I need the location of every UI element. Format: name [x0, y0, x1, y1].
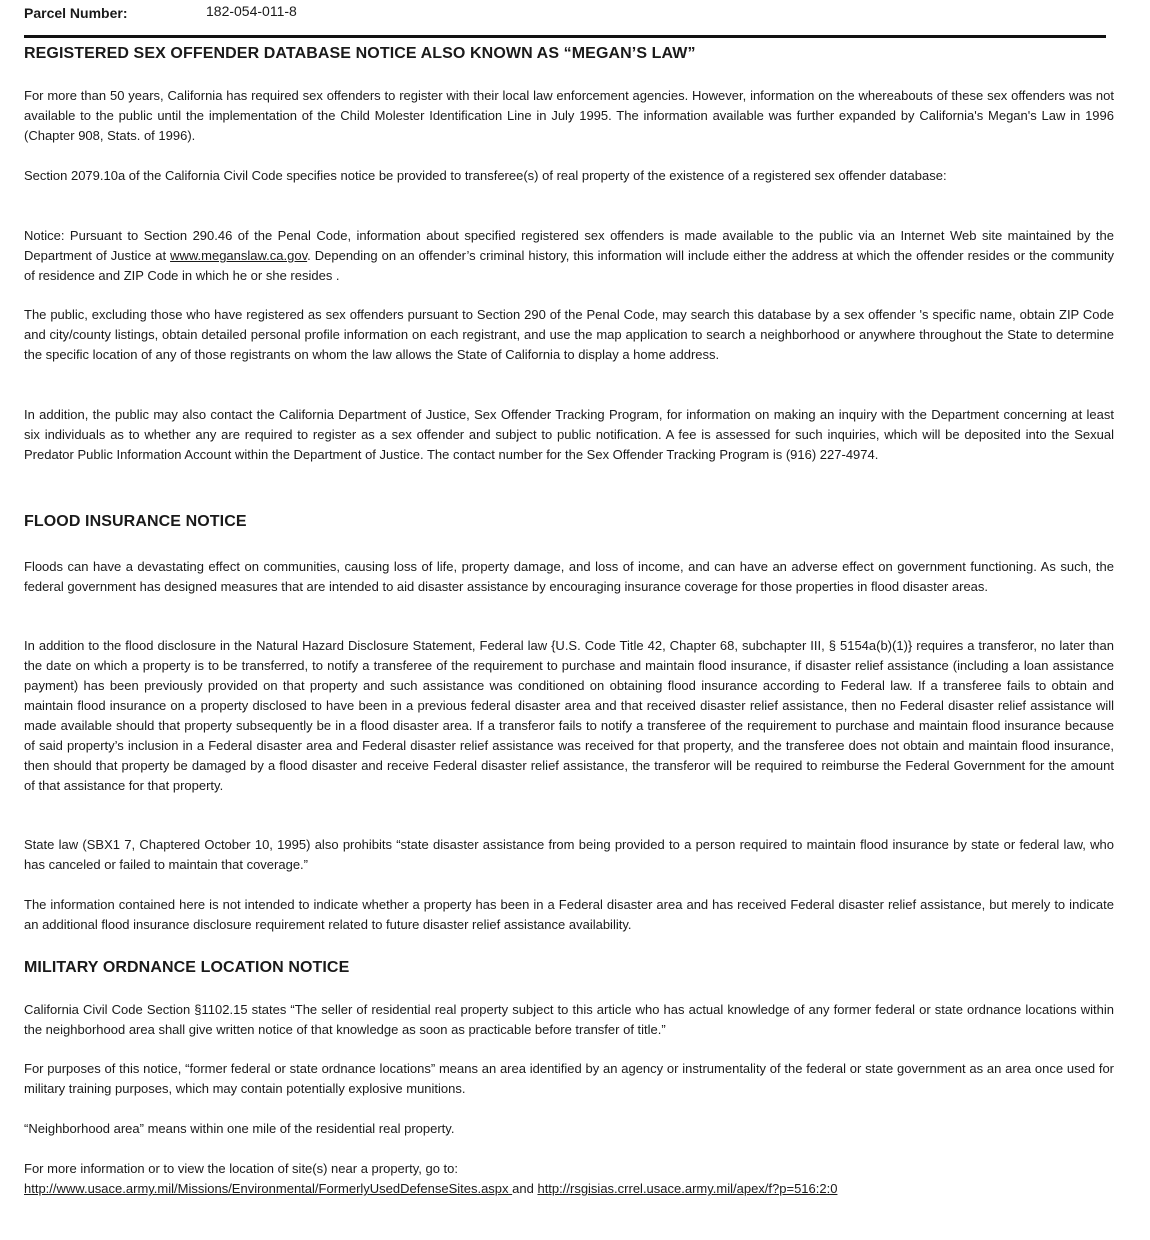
- rsgisias-map-link[interactable]: http://rsgisias.crrel.usace.army.mil/apex/f?p=516:2:0: [537, 1181, 838, 1196]
- ordnance-paragraph-2: For purposes of this notice, “former federal or state ordnance locations” means an area identified by an agency or instrumentality of the federal or state government as an area once used for military training purposes, which may contain potentially explosive munitions.: [24, 1061, 1114, 1096]
- flood-paragraph-3: State law (SBX1 7, Chaptered October 10, 1995) also prohibits “state disaster assistance from being provided to a person required to maintain flood insurance by state or federal law, who has canceled or failed to maintain that coverage.”: [24, 837, 1114, 872]
- megans-law-paragraph-4: The public, excluding those who have registered as sex offenders pursuant to Section 290 of the Penal Code, may search this database by a sex offender 's specific name, obtain ZIP Code and city/county listings, obtain detailed personal profile information on each registrant, and use the map application to search a neighborhood or anywhere throughout the State to determine the specific location of any of those registrants on whom the law allows the State of California to display a home address.: [24, 307, 1114, 362]
- header-divider: [24, 35, 1106, 38]
- megans-law-paragraph-5: In addition, the public may also contact the California Department of Justice, Sex Offender Tracking Program, for information on making an inquiry with the Department concerning at least six individuals as to whether any are required to register as a sex offender and subject to public notification. A fee is assessed for such inquiries, which will be deposited into the Sexual Predator Public Information Account within the Department of Justice. The contact number for the Sex Offender Tracking Program is (916) 227-4974.: [24, 407, 1114, 462]
- megans-law-paragraph-2: Section 2079.10a of the California Civil Code specifies notice be provided to transferee(s) of real property of the existence of a registered sex offender database:: [24, 168, 947, 183]
- flood-paragraph-1: Floods can have a devastating effect on communities, causing loss of life, property damage, and loss of income, and can have an adverse effect on government functioning. As such, the federal government has designed measures that are intended to aid disaster assistance by encouraging insurance coverage for those properties in flood disaster areas.: [24, 559, 1114, 594]
- flood-paragraph-4: The information contained here is not intended to indicate whether a property has been in a Federal disaster area and has received Federal disaster relief assistance, but merely to indicate an additional flood insurance disclosure requirement related to future disaster relief assistance availability.: [24, 897, 1114, 932]
- usace-fuds-link[interactable]: http://www.usace.army.mil/Missions/Environmental/FormerlyUsedDefenseSites.aspx: [24, 1181, 513, 1196]
- ordnance-more-info-text: For more information or to view the location of site(s) near a property, go to:: [24, 1161, 459, 1176]
- ordnance-paragraph-3: “Neighborhood area” means within one mile of the residential real property.: [24, 1121, 455, 1136]
- flood-insurance-heading: FLOOD INSURANCE NOTICE: [24, 513, 247, 530]
- megans-law-paragraph-3-text-a: Notice: Pursuant to Section 290.46 of the Penal Code, information about specified registered sex offenders is made available to the public via an Internet Web site maintained by the Department of Justice at: [24, 228, 1114, 263]
- parcel-label: Parcel Number:: [24, 5, 128, 21]
- ordnance-paragraph-4: [24, 1159, 1114, 1199]
- meganslaw-website-link[interactable]: www.meganslaw.ca.gov: [170, 248, 308, 263]
- ordnance-paragraph-1: California Civil Code Section §1102.15 states “The seller of residential real property subject to this article who has actual knowledge of any former federal or state ordnance locations within the neighborhood area shall give written notice of that knowledge as soon as practicable before transfer of title.”: [24, 1002, 1114, 1037]
- flood-paragraph-2: In addition to the flood disclosure in the Natural Hazard Disclosure Statement, Federal law {U.S. Code Title 42, Chapter 68, subchapter III, § 5154a(b)(1)} requires a transferor, no later than the date on which a property is to be transferred, to notify a transferee of the requirement to purchase and maintain flood insurance, if disaster relief assistance (including a loan assistance payment) has been previously provided on that property and such assistance was conditioned on obtaining flood insurance according to Federal law. If a transferee fails to obtain and maintain flood insurance on a property disclosed to have been in a previous federal disaster area and that received disaster relief assistance, then no Federal disaster relief assistance will made available should that property subsequently be in a flood disaster area. If a transferor fails to notify a transferee of the requirement to purchase and maintain flood insurance because of said property’s inclusion in a Federal disaster area and Federal disaster relief assistance was received for that property, and the transferee does not obtain and maintain flood insurance, then should that property be damaged by a flood disaster and receive Federal disaster relief assistance, the transferor will be required to reimburse the Federal Government for the amount of that assistance for that property.: [24, 638, 1114, 793]
- parcel-number: 182-054-011-8: [206, 3, 297, 19]
- megans-law-paragraph-3: [24, 226, 1114, 286]
- megans-law-heading: REGISTERED SEX OFFENDER DATABASE NOTICE ALSO KNOWN AS “MEGAN’S LAW”: [24, 45, 696, 62]
- link-separator-text: and: [512, 1181, 538, 1196]
- megans-law-paragraph-1: For more than 50 years, California has required sex offenders to register with their local law enforcement agencies. However, information on the whereabouts of these sex offenders was not available to the public until the implementation of the Child Molester Identification Line in July 1995. The information available was further expanded by California's Megan's Law in 1996 (Chapter 908, Stats. of 1996).: [24, 88, 1114, 143]
- megans-law-paragraph-3-text-b: . Depending on an offender’s criminal history, this information will include either the address at which the offender resides or the community of residence and ZIP Code in which he or she resides .: [24, 248, 1114, 283]
- military-ordnance-heading: MILITARY ORDNANCE LOCATION NOTICE: [24, 959, 350, 976]
